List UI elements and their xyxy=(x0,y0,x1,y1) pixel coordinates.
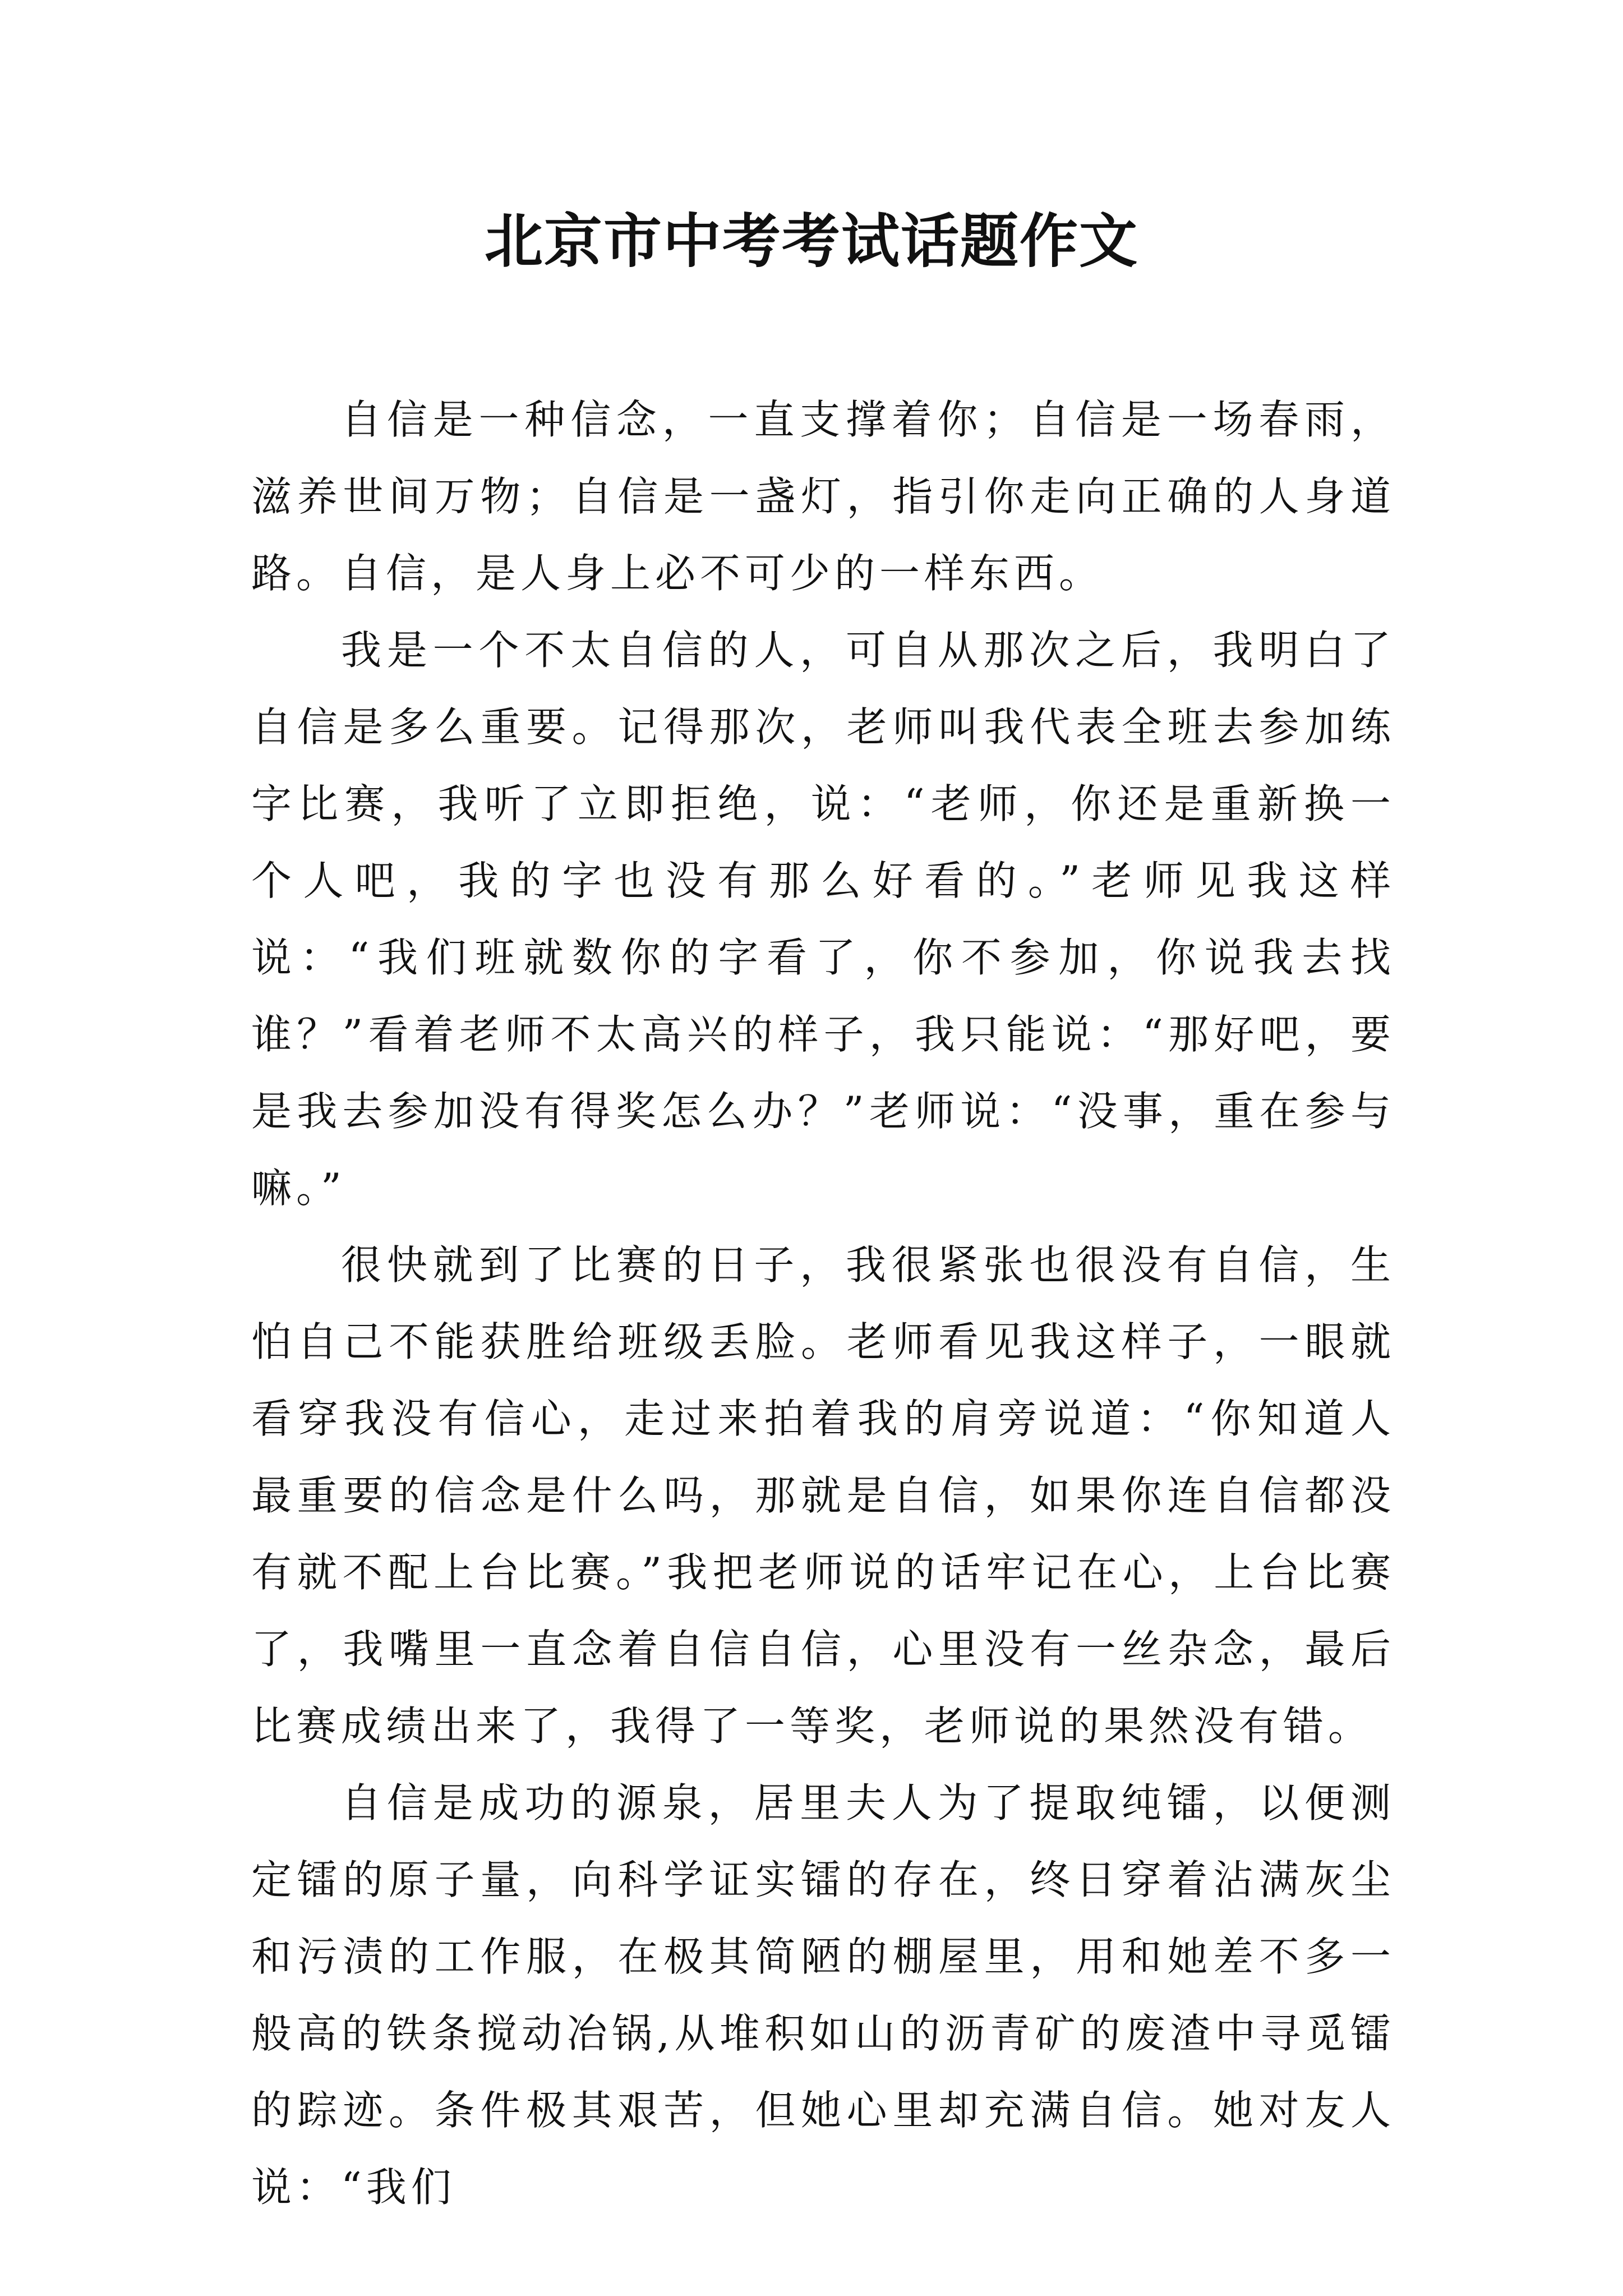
paragraph-4: 自信是成功的源泉，居里夫人为了提取纯镭，以便测定镭的原子量，向科学证实镭的存在，终日穿着沾满灰尘和污渍的工作服，在极其简陋的棚屋里，用和她差不多一般高的铁条搅动冶锅,从堆积如山的沥青矿的废渣中寻觅镭的踪迹。条件极其艰苦，但她心里却充满自信。她对友人说：“我们 xyxy=(251,1779,1395,2211)
document-body xyxy=(251,381,1395,2226)
document-title: 北京市中考考试话题作文 xyxy=(484,207,1138,275)
paragraph-1: 自信是一种信念，一直支撑着你；自信是一场春雨，滋养世间万物；自信是一盏灯，指引你走向正确的人身道路。自信，是人身上必不可少的一样东西。 xyxy=(251,396,1395,597)
paragraph-3: 很快就到了比赛的日子，我很紧张也很没有自信，生怕自己不能获胜给班级丢脸。老师看见我这样子，一眼就看穿我没有信心，走过来拍着我的肩旁说道：“你知道人最重要的信念是什么吗，那就是自信，如果你连自信都没有就不配上台比赛。”我把老师说的话牢记在心，上台比赛了，我嘴里一直念着自信自信，心里没有一丝杂念，最后比赛成绩出来了，我得了一等奖，老师说的果然没有错。 xyxy=(251,1241,1395,1750)
paragraph-2: 我是一个不太自信的人，可自从那次之后，我明白了自信是多么重要。记得那次，老师叫我代表全班去参加练字比赛，我听了立即拒绝，说：“老师，你还是重新换一个人吧，我的字也没有那么好看的。”老师见我这样说：“我们班就数你的字看了，你不参加，你说我去找谁？”看着老师不太高兴的样子，我只能说：“那好吧，要是我去参加没有得奖怎么办？”老师说：“没事，重在参与嘛。” xyxy=(251,627,1395,1212)
